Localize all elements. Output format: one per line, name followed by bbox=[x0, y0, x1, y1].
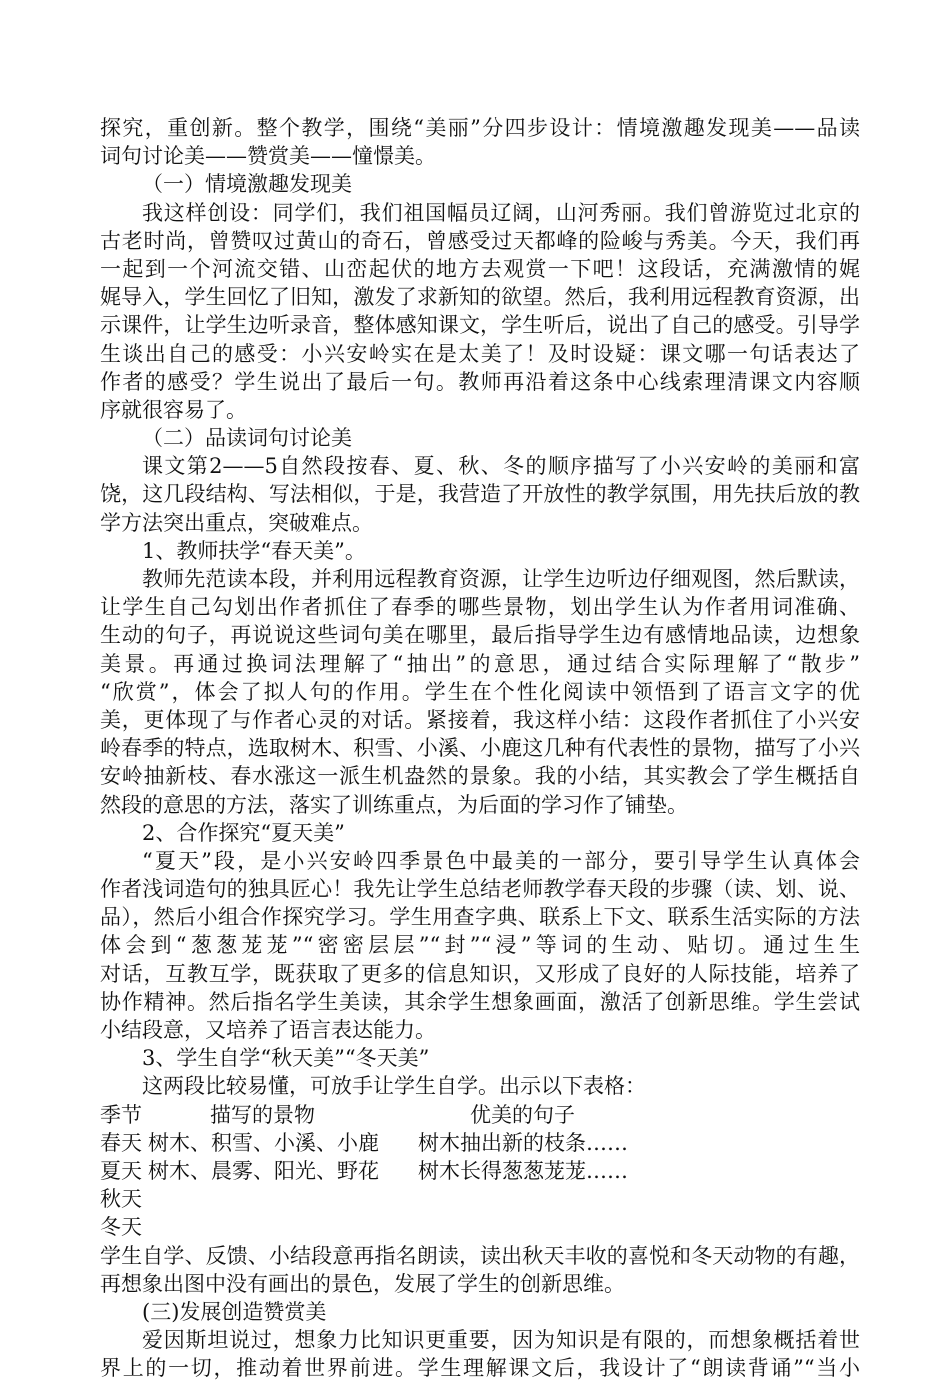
section-heading: 这两段比较易懂，可放手让学生自学。出示以下表格： bbox=[100, 1072, 860, 1100]
paragraph-line: 美景。再通过换词法理解了“抽出”的意思，通过结合实际理解了“散步” bbox=[100, 650, 860, 678]
paragraph-line: 爱因斯坦说过，想象力比知识更重要，因为知识是有限的，而想象概括着世 bbox=[100, 1326, 860, 1354]
paragraph-line: 一起到一个河流交错、山峦起伏的地方去观赏一下吧！这段话，充满激情的娓 bbox=[100, 255, 860, 283]
paragraph-line: 课文第2——5自然段按春、夏、秋、冬的顺序描写了小兴安岭的美丽和富 bbox=[100, 452, 860, 480]
table-header-season: 季节 bbox=[100, 1101, 142, 1129]
table-cell-season: 冬天 bbox=[100, 1213, 142, 1241]
paragraph-line: 古老时尚，曾赞叹过黄山的奇石，曾感受过天都峰的险峻与秀美。今天，我们再 bbox=[100, 227, 860, 255]
paragraph-line: 生谈出自己的感受：小兴安岭实在是太美了！及时设疑：课文哪一句话表达了 bbox=[100, 340, 860, 368]
table-row bbox=[100, 1213, 860, 1241]
table-cell-season: 夏天 bbox=[100, 1157, 142, 1185]
table-cell-scene: 树木、晨雾、阳光、野花 bbox=[148, 1157, 379, 1185]
paragraph-line: 然段的意思的方法，落实了训练重点，为后面的学习作了铺垫。 bbox=[100, 791, 860, 819]
table-cell-sentence: 树木抽出新的枝条…… bbox=[418, 1129, 628, 1157]
paragraph-line: 生动的句子，再说说这些词句美在哪里，最后指导学生边有感情地品读，边想象 bbox=[100, 621, 860, 649]
paragraph-line: 作者浅词造句的独具匠心！我先让学生总结老师教学春天段的步骤（读、划、说、 bbox=[100, 875, 860, 903]
paragraph-line: 学方法突出重点，突破难点。 bbox=[100, 509, 860, 537]
paragraph-line: 词句讨论美——赞赏美——憧憬美。 bbox=[100, 142, 860, 170]
section-heading: （一）情境激趣发现美 bbox=[100, 170, 860, 198]
table-cell-season: 春天 bbox=[100, 1129, 142, 1157]
table-header-sentence: 优美的句子 bbox=[470, 1101, 575, 1129]
body-text-continued bbox=[100, 1242, 860, 1382]
paragraph-line: 探究，重创新。整个教学，围绕“美丽”分四步设计：情境激趣发现美——品读 bbox=[100, 114, 860, 142]
paragraph-line: 教师先范读本段，并利用远程教育资源，让学生边听边仔细观图，然后默读， bbox=[100, 565, 860, 593]
paragraph-line: 品），然后小组合作探究学习。学生用查字典、联系上下文、联系生活实际的方法 bbox=[100, 903, 860, 931]
paragraph-line: 再想象出图中没有画出的景色，发展了学生的创新思维。 bbox=[100, 1270, 860, 1298]
paragraph-line: 饶，这几段结构、写法相似，于是，我营造了开放性的教学氛围，用先扶后放的教 bbox=[100, 480, 860, 508]
section-heading: 1、教师扶学“春天美”。 bbox=[100, 537, 860, 565]
table-row bbox=[100, 1157, 860, 1185]
table-header-scene: 描写的景物 bbox=[210, 1101, 315, 1129]
paragraph-line: 岭春季的特点，选取树木、积雪、小溪、小鹿这几种有代表性的景物，描写了小兴 bbox=[100, 734, 860, 762]
paragraph-line: “欣赏”，体会了拟人句的作用。学生在个性化阅读中领悟到了语言文字的优 bbox=[100, 678, 860, 706]
paragraph-line: 小结段意，又培养了语言表达能力。 bbox=[100, 1016, 860, 1044]
table-header-row bbox=[100, 1101, 860, 1129]
paragraph-line: 美，更体现了与作者心灵的对话。紧接着，我这样小结：这段作者抓住了小兴安 bbox=[100, 706, 860, 734]
table-cell-scene: 树木、积雪、小溪、小鹿 bbox=[148, 1129, 379, 1157]
table-cell-sentence: 树木长得葱葱茏茏…… bbox=[418, 1157, 628, 1185]
table-row bbox=[100, 1129, 860, 1157]
paragraph-line: 娓导入，学生回忆了旧知，激发了求新知的欲望。然后，我利用远程教育资源，出 bbox=[100, 283, 860, 311]
paragraph-line: 让学生自己勾划出作者抓住了春季的哪些景物，划出学生认为作者用词准确、 bbox=[100, 593, 860, 621]
paragraph-line: 安岭抽新枝、春水涨这一派生机盎然的景象。我的小结，其实教会了学生概括自 bbox=[100, 762, 860, 790]
paragraph-line: 学生自学、反馈、小结段意再指名朗读，读出秋天丰收的喜悦和冬天动物的有趣， bbox=[100, 1242, 860, 1270]
paragraph-line: “夏天”段，是小兴安岭四季景色中最美的一部分，要引导学生认真体会 bbox=[100, 847, 860, 875]
paragraph-line: 我这样创设：同学们，我们祖国幅员辽阔，山河秀丽。我们曾游览过北京的 bbox=[100, 199, 860, 227]
section-heading: 3、学生自学“秋天美”“冬天美” bbox=[100, 1044, 860, 1072]
table-cell-season: 秋天 bbox=[100, 1185, 142, 1213]
section-heading: （二）品读词句讨论美 bbox=[100, 424, 860, 452]
document-page bbox=[100, 114, 860, 1382]
section-heading: (三)发展创造赞赏美 bbox=[100, 1298, 860, 1326]
paragraph-line: 序就很容易了。 bbox=[100, 396, 860, 424]
season-table bbox=[100, 1101, 860, 1242]
paragraph-line: 对话，互教互学，既获取了更多的信息知识，又形成了良好的人际技能，培养了 bbox=[100, 960, 860, 988]
paragraph-line: 协作精神。然后指名学生美读，其余学生想象画面，激活了创新思维。学生尝试 bbox=[100, 988, 860, 1016]
section-heading: 2、合作探究“夏天美” bbox=[100, 819, 860, 847]
paragraph-line: 作者的感受？学生说出了最后一句。教师再沿着这条中心线索理清课文内容顺 bbox=[100, 368, 860, 396]
body-text bbox=[100, 114, 860, 1101]
paragraph-line: 界上的一切，推动着世界前进。学生理解课文后，我设计了“朗读背诵”“当小 bbox=[100, 1354, 860, 1382]
paragraph-line: 体会到“葱葱茏茏”“密密层层”“封”“浸”等词的生动、贴切。通过生生 bbox=[100, 931, 860, 959]
table-row bbox=[100, 1185, 860, 1213]
paragraph-line: 示课件，让学生边听录音，整体感知课文，学生听后，说出了自己的感受。引导学 bbox=[100, 311, 860, 339]
